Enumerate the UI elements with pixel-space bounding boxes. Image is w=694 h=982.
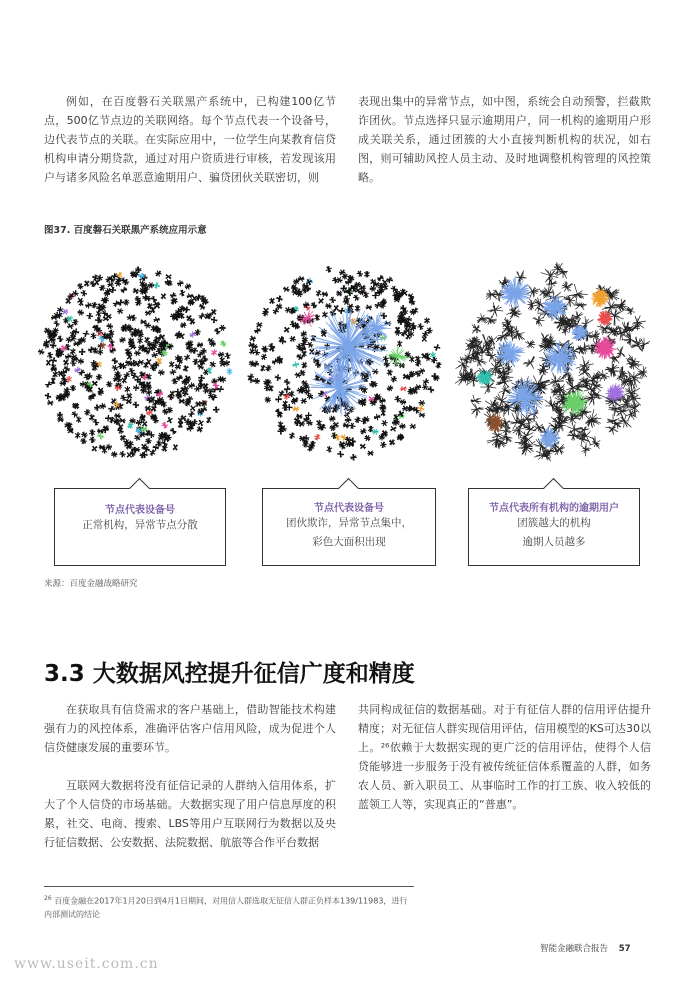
caption-title: 节点代表所有机构的逾期用户 — [489, 503, 619, 514]
watermark: www.useit.com.cn — [14, 956, 159, 972]
caption-box-left — [54, 488, 226, 566]
network-graph-right — [455, 258, 650, 468]
footer — [540, 942, 631, 954]
section-left-column — [44, 700, 336, 852]
intro-left-text: 例如，在百度磐石关联黑产系统中，已构建100亿节点，500亿节点边的关联网络。每个节点代表一个设备号，边代表节点的关联。在实际应用中，一位学生向某教育信贷机构申请分期贷款，通过对用户资质进行审核，若发现该用户与诸多风险名单恶意逾期用户、骗贷团伙关联密切，则 — [44, 95, 336, 184]
section-right-text: 共同构成征信的数据基础。对于有征信人群的信用评估提升精度；对无征信人群实现信用评估，信用模型的KS可达30以上。²⁶依赖于大数据实现的更广泛的信用评估，使得个人信贷能够进一步服务于没有被传统征信体系覆盖的人群，如务农人员、新入职员工、从事临时工作的打工族、收入较低的蓝领工人等，实现真正的“普惠”。 — [358, 703, 651, 811]
network-graph-middle — [247, 258, 442, 468]
caption-title: 节点代表设备号 — [105, 505, 175, 516]
intro-right-column — [358, 92, 651, 187]
section-left-paragraph-1: 在获取具有信贷需求的客户基础上，借助智能技术构建强有力的风控体系，准确评估客户信用风险，成为促进个人信贷健康发展的重要环节。 — [44, 703, 336, 754]
caption-title: 节点代表设备号 — [314, 503, 384, 514]
footnote-number: 26 — [44, 895, 52, 902]
footnote-divider — [44, 886, 414, 887]
section-title: 3.3 大数据风控提升征信广度和精度 — [44, 661, 415, 687]
figure-source: 来源：百度金融战略研究 — [44, 579, 138, 589]
figure-title: 图37. 百度磐石关联黑产系统应用示意 — [44, 225, 207, 236]
network-graph-left — [38, 258, 233, 468]
caption-pointer — [129, 478, 150, 499]
caption-pointer — [543, 478, 564, 499]
caption-line: 团簇越大的机构 — [517, 517, 591, 529]
caption-line: 逾期人员越多 — [522, 536, 586, 548]
footnote-text: 百度金融在2017年1月20日到4月1日期间，对用信人群选取无征信人群正负样本139/11983，进行内部测试的结论 — [44, 896, 408, 919]
footer-report-title: 智能金融联合报告 — [540, 944, 609, 954]
caption-box-middle — [262, 488, 436, 566]
footnote — [44, 892, 414, 921]
caption-box-right — [468, 488, 640, 566]
caption-line: 团伙欺诈，异常节点集中， — [286, 517, 412, 529]
section-right-column — [358, 700, 651, 814]
caption-pointer — [338, 478, 359, 499]
caption-line: 正常机构，异常节点分散 — [82, 519, 198, 531]
section-left-paragraph-2: 互联网大数据将没有征信记录的人群纳入信用体系，扩大了个人信贷的市场基础。大数据实现了用户信息厚度的积累，社交、电商、搜索、LBS等用户互联网行为数据以及央行征信数据、公安数据、法院数据、航旅等合作平台数据 — [44, 779, 336, 849]
intro-right-text: 表现出集中的异常节点，如中图，系统会自动预警，拦截欺诈团伙。节点选择只显示逾期用户，同一机构的逾期用户形成关联关系，通过团簇的大小直接判断机构的状况，如右图，则可辅助风控人员主动、及时地调整机构管理的风控策略。 — [358, 95, 651, 184]
caption-line: 彩色大面积出现 — [312, 536, 386, 548]
intro-left-column — [44, 92, 336, 187]
page-number: 57 — [618, 944, 631, 954]
